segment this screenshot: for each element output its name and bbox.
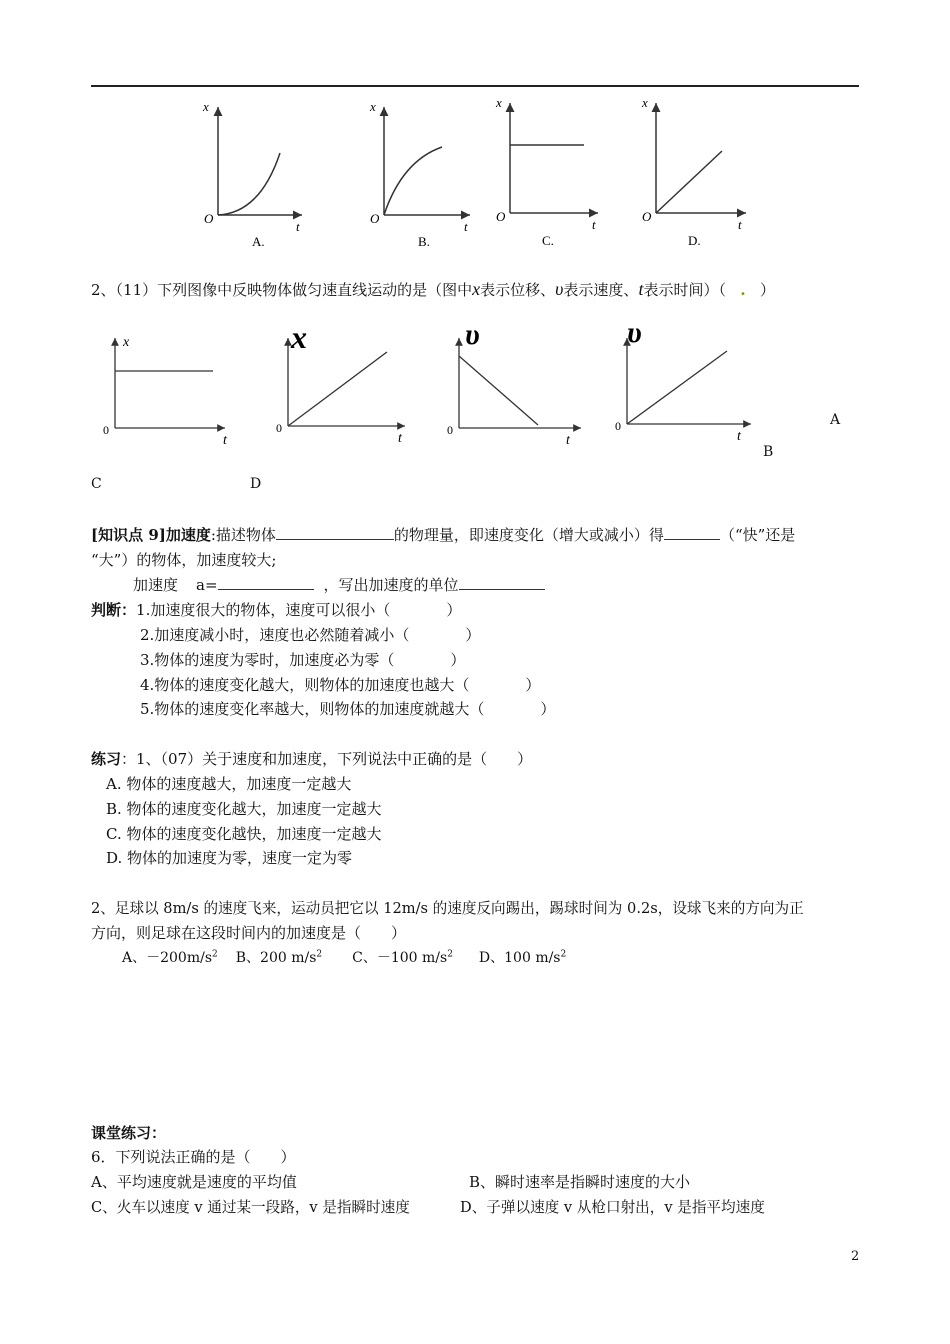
mid-1-x: t bbox=[223, 433, 227, 448]
k9-text1: :描述物体 bbox=[210, 526, 276, 544]
k9-line2: “大”）的物体，加速度较大; bbox=[91, 551, 277, 569]
graph-c-y: x bbox=[496, 95, 502, 110]
q2-t: t bbox=[638, 279, 644, 299]
graph-c-x: t bbox=[592, 217, 596, 232]
classroom-q6: 6．下列说法正确的是（ ） bbox=[91, 1148, 296, 1166]
graph-b-origin: O bbox=[370, 211, 380, 226]
graph-b bbox=[369, 99, 470, 249]
graph-d-origin: O bbox=[642, 209, 652, 224]
curve-b bbox=[384, 147, 442, 215]
mid-3-origin: 0 bbox=[447, 423, 453, 437]
mid-3-y: υ bbox=[465, 318, 480, 351]
mid-2-y: x bbox=[291, 319, 307, 355]
graph-d-caption: D. bbox=[688, 233, 701, 248]
q2-mid2: 表示速度、 bbox=[563, 281, 639, 299]
judge-item-4: 4.物体的速度变化越大，则物体的加速度也越大（ bbox=[140, 676, 470, 694]
mid-graph-1 bbox=[103, 335, 228, 448]
mid-4-y: υ bbox=[627, 318, 642, 349]
judge-head: 判断 bbox=[91, 601, 122, 619]
k9-formula-label: 加速度 bbox=[133, 576, 179, 594]
judge-item-1: 1.加速度很大的物体，速度可以很小（ bbox=[136, 601, 391, 619]
k9-head: [知识点 9]加速度 bbox=[91, 526, 211, 544]
mid-3-x: t bbox=[566, 433, 570, 448]
q2-opt-d: D、100 m/s bbox=[478, 950, 561, 966]
classroom-head: 课堂练习： bbox=[91, 1124, 167, 1142]
graph-a-x: t bbox=[296, 219, 300, 234]
mid-graph-2 bbox=[276, 319, 405, 446]
mid-1-origin: 0 bbox=[103, 423, 109, 437]
k9-line1 bbox=[91, 524, 795, 545]
q2-close: ） bbox=[759, 281, 775, 299]
q2-suffix: 表示时间）（ bbox=[643, 281, 726, 299]
practice-opt-a: A. 物体的速度越大，加速度一定越大 bbox=[106, 775, 352, 793]
k9-text3: （“快”还是 bbox=[719, 526, 796, 544]
q2-v: υ bbox=[555, 279, 564, 299]
curve-a bbox=[218, 153, 280, 215]
mid-2-origin: 0 bbox=[276, 421, 282, 435]
q2-opt-c: C、－100 m/s bbox=[352, 950, 448, 966]
graph-a-caption: A. bbox=[252, 234, 265, 249]
mid-2-x: t bbox=[398, 431, 402, 446]
graph-b-y: x bbox=[370, 99, 376, 114]
k9-formula bbox=[133, 574, 545, 595]
top-graphs bbox=[190, 95, 760, 255]
graph-a bbox=[202, 99, 302, 249]
classroom-opt-a: A、平均速度就是速度的平均值 bbox=[91, 1173, 297, 1191]
graph-c-origin: O bbox=[496, 209, 506, 224]
practice-opt-b: B. 物体的速度变化越大，加速度一定越大 bbox=[106, 800, 382, 818]
k9-text2: 的物理量，即速度变化（增大或减小）得 bbox=[393, 526, 664, 544]
q2-mid1: 表示位移、 bbox=[480, 281, 556, 299]
practice-opt-c: C. 物体的速度变化越快，加速度一定越大 bbox=[106, 825, 382, 843]
practice-q2-line2: 方向，则足球在这段时间内的加速度是（ ） bbox=[91, 924, 407, 942]
q2-dot: . bbox=[740, 281, 746, 299]
graph-b-x: t bbox=[464, 219, 468, 234]
mid-4-x: t bbox=[737, 429, 741, 444]
mid-graph-3 bbox=[447, 318, 581, 448]
q2-line bbox=[91, 279, 775, 300]
k9-blank-a[interactable] bbox=[218, 575, 314, 590]
q2-prefix: 2、（11）下列图像中反映物体做匀速直线运动的是（图中 bbox=[91, 281, 473, 299]
mid-letter-b: B bbox=[763, 444, 774, 460]
mid-letter-c: C bbox=[91, 476, 102, 492]
q2-opt-a: A、－200m/s bbox=[122, 950, 213, 966]
graph-c bbox=[495, 95, 598, 248]
practice-head: 练习 bbox=[91, 750, 122, 768]
judge-5: 5.物体的速度变化率越大，则物体的加速度就越大（ ） bbox=[140, 700, 556, 718]
graph-d-y: x bbox=[642, 95, 648, 110]
mid-4-origin: 0 bbox=[615, 419, 621, 433]
practice-q2-line1: 2、足球以 8m/s 的速度飞来，运动员把它以 12m/s 的速度反向踢出，踢球时间为 0.2s，设球飞来的方向为正 bbox=[91, 900, 804, 917]
graph-a-y: x bbox=[203, 99, 209, 114]
classroom-opt-c: C、火车以速度 v 通过某一段路，v 是指瞬时速度 bbox=[91, 1199, 410, 1216]
k9-blank1[interactable] bbox=[276, 525, 394, 540]
judge-3: 3.物体的速度为零时，加速度必为零（ ） bbox=[140, 651, 466, 669]
graph-c-caption: C. bbox=[542, 233, 554, 248]
k9-formula-tail: ，写出加速度的单位 bbox=[323, 576, 459, 594]
q2-opt-b: B、200 m/s bbox=[235, 950, 317, 966]
top-rule bbox=[91, 85, 859, 87]
practice-opt-d: D. 物体的加速度为零，速度一定为零 bbox=[106, 849, 353, 867]
mid-letter-a: A bbox=[830, 412, 841, 428]
practice-q1-text: ：1、（07）关于速度和加速度，下列说法中正确的是（ ） bbox=[121, 750, 533, 768]
judge-4: 4.物体的速度变化越大，则物体的加速度也越大（ ） bbox=[140, 676, 541, 694]
graph-a-origin: O bbox=[204, 211, 214, 226]
judge-item-2: 2.加速度减小时，速度也必然随着减小（ bbox=[140, 626, 410, 644]
judge-item-3: 3.物体的速度为零时，加速度必为零（ bbox=[140, 651, 395, 669]
judge-item-5: 5.物体的速度变化率越大，则物体的加速度就越大（ bbox=[140, 700, 485, 718]
k9-formula-a: a= bbox=[196, 576, 218, 594]
graph-b-caption: B. bbox=[418, 234, 430, 249]
curve-d bbox=[656, 151, 722, 213]
judge-2: 2.加速度减小时，速度也必然随着减小（ ） bbox=[140, 626, 481, 644]
classroom-opt-d: D、子弹以速度 v 从枪口射出，v 是指平均速度 bbox=[460, 1199, 765, 1216]
mid-1-y: x bbox=[123, 335, 130, 350]
practice-q1 bbox=[91, 748, 532, 769]
judge-1: 判断：1.加速度很大的物体，速度可以很小（ ） bbox=[91, 601, 462, 619]
graph-d bbox=[641, 95, 746, 248]
graph-d-x: t bbox=[738, 217, 742, 232]
practice-q2-opts: A、$-200m/s^2$ B、200 $m/s^2$ C、－100 $m/s^2$ D、100 $m/s^2$ bbox=[122, 949, 567, 966]
k9-blank2[interactable] bbox=[664, 525, 720, 540]
mid-letter-d: D bbox=[250, 476, 262, 492]
classroom-opt-b: B、瞬时速率是指瞬时速度的大小 bbox=[469, 1173, 691, 1191]
page-number: 2 bbox=[851, 1249, 860, 1264]
q2-x: x bbox=[472, 279, 481, 299]
mid-graphs bbox=[95, 318, 755, 448]
k9-blank-unit[interactable] bbox=[459, 575, 545, 590]
mid-graph-4 bbox=[615, 318, 751, 444]
